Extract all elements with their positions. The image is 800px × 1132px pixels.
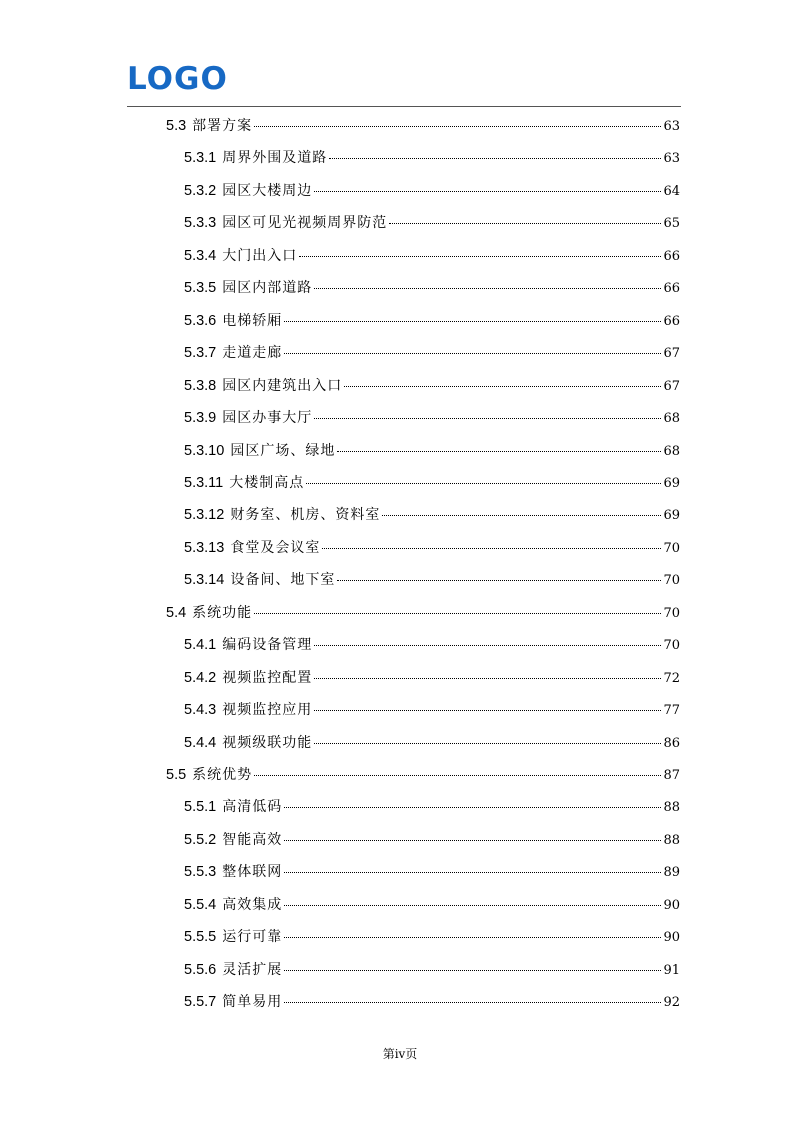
toc-entry-number: 5.3.6 [184, 312, 217, 329]
toc-entry-page: 88 [663, 800, 680, 816]
toc-entry-number: 5.4.1 [184, 637, 217, 654]
toc-entry[interactable] [184, 890, 680, 921]
toc-entry-title: 园区广场、绿地 [230, 442, 336, 459]
toc-dot-leader [389, 222, 661, 224]
toc-entry-title: 系统功能 [192, 604, 253, 621]
toc-entry-title: 大门出入口 [222, 247, 298, 264]
toc-dot-leader [284, 352, 661, 354]
toc-entry-number: 5.3.14 [184, 572, 225, 589]
toc-entry[interactable] [184, 792, 680, 823]
toc-entry-number: 5.5.6 [184, 961, 217, 978]
toc-entry-title: 高效集成 [222, 896, 283, 913]
toc-entry-number: 5.4.2 [184, 669, 217, 686]
toc-entry[interactable] [184, 403, 680, 434]
toc-entry-title: 简单易用 [222, 994, 283, 1011]
toc-entry-number: 5.5.3 [184, 864, 217, 881]
toc-entry-number: 5.5 [166, 767, 187, 783]
toc-entry-page: 66 [663, 281, 680, 297]
toc-dot-leader [337, 450, 661, 452]
toc-entry-page: 69 [663, 475, 680, 491]
toc-entry-number: 5.3.8 [184, 377, 217, 394]
toc-entry-page: 70 [663, 638, 680, 654]
toc-entry-page: 69 [663, 508, 680, 524]
toc-entry[interactable] [184, 565, 680, 596]
toc-entry-page: 63 [663, 119, 680, 134]
toc-dot-leader [314, 742, 661, 744]
toc-entry-page: 90 [663, 930, 680, 946]
toc-dot-leader [314, 644, 661, 646]
toc-entry[interactable] [166, 760, 680, 791]
toc-entry-number: 5.3.5 [184, 280, 217, 297]
toc-entry-title: 食堂及会议室 [230, 539, 321, 556]
toc-entry-title: 设备间、地下室 [230, 572, 336, 589]
toc-entry-title: 财务室、机房、资料室 [230, 507, 381, 524]
toc-entry-title: 视频监控应用 [222, 702, 313, 719]
toc-entry-number: 5.3.4 [184, 247, 217, 264]
toc-entry[interactable] [184, 143, 680, 174]
toc-entry[interactable] [184, 208, 680, 239]
toc-entry[interactable] [184, 273, 680, 304]
toc-entry-page: 68 [663, 443, 680, 459]
toc-entry-title: 周界外围及道路 [222, 150, 328, 167]
toc-entry-title: 整体联网 [222, 864, 283, 881]
toc-entry[interactable] [184, 728, 680, 759]
toc-dot-leader [329, 157, 661, 159]
toc-dot-leader [314, 709, 661, 711]
toc-dot-leader [284, 904, 661, 906]
toc-entry[interactable] [184, 436, 680, 467]
toc-entry-page: 87 [663, 768, 680, 783]
toc-entry[interactable] [184, 500, 680, 531]
toc-dot-leader [322, 547, 661, 549]
toc-entry[interactable] [184, 176, 680, 207]
toc-entry-title: 编码设备管理 [222, 637, 313, 654]
toc-entry-page: 63 [663, 151, 680, 167]
toc-entry-page: 91 [663, 962, 680, 978]
toc-entry[interactable] [184, 338, 680, 369]
toc-entry-page: 67 [663, 346, 680, 362]
toc-entry-number: 5.3.7 [184, 345, 217, 362]
toc-dot-leader [254, 125, 661, 127]
toc-dot-leader [284, 806, 661, 808]
toc-entry-title: 灵活扩展 [222, 961, 283, 978]
toc-entry-number: 5.5.4 [184, 896, 217, 913]
toc-entry-page: 88 [663, 832, 680, 848]
toc-entry-title: 智能高效 [222, 831, 283, 848]
toc-entry-title: 部署方案 [192, 118, 253, 134]
toc-dot-leader [314, 677, 661, 679]
toc-entry-number: 5.3.3 [184, 215, 217, 232]
toc-entry-number: 5.4.3 [184, 702, 217, 719]
toc-entry-page: 66 [663, 313, 680, 329]
toc-entry[interactable] [166, 598, 680, 629]
toc-entry-number: 5.3.1 [184, 150, 217, 167]
toc-entry-title: 园区内建筑出入口 [222, 377, 343, 394]
toc-entry-number: 5.4.4 [184, 734, 217, 751]
toc-entry-page: 70 [663, 605, 680, 621]
toc-entry-page: 72 [663, 670, 680, 686]
toc-entry-title: 电梯轿厢 [222, 312, 283, 329]
toc-entry-title: 系统优势 [192, 767, 253, 783]
toc-entry[interactable] [184, 987, 680, 1018]
toc-dot-leader [382, 514, 661, 516]
toc-entry-page: 89 [663, 865, 680, 881]
toc-entry-title: 园区大楼周边 [222, 182, 313, 199]
header-divider [127, 106, 681, 107]
company-logo: LOGO [127, 61, 228, 97]
toc-entry-page: 70 [663, 540, 680, 556]
toc-dot-leader [284, 839, 661, 841]
toc-entry[interactable] [166, 111, 680, 142]
toc-dot-leader [314, 190, 661, 192]
toc-entry-number: 5.3.2 [184, 182, 217, 199]
toc-entry-page: 77 [663, 703, 680, 719]
page-number-footer: 第iv页 [382, 1047, 418, 1061]
toc-dot-leader [284, 320, 661, 322]
toc-entry[interactable] [184, 695, 680, 726]
toc-entry-number: 5.3 [166, 118, 187, 134]
toc-entry[interactable] [184, 630, 680, 661]
toc-dot-leader [314, 417, 661, 419]
toc-entry-title: 运行可靠 [222, 929, 283, 946]
toc-entry[interactable] [184, 955, 680, 986]
toc-entry-page: 64 [663, 183, 680, 199]
toc-entry-title: 园区可见光视频周界防范 [222, 215, 388, 232]
toc-entry-page: 70 [663, 573, 680, 589]
toc-dot-leader [254, 774, 661, 776]
toc-entry-title: 园区办事大厅 [222, 410, 313, 427]
toc-entry-number: 5.3.13 [184, 539, 225, 556]
toc-entry[interactable] [184, 663, 680, 694]
toc-entry-title: 大楼制高点 [229, 474, 305, 491]
toc-entry-page: 68 [663, 411, 680, 427]
toc-entry-number: 5.3.9 [184, 410, 217, 427]
toc-entry-number: 5.5.2 [184, 831, 217, 848]
toc-entry-title: 高清低码 [222, 799, 283, 816]
toc-entry-number: 5.3.12 [184, 507, 225, 524]
toc-dot-leader [314, 287, 661, 289]
toc-entry-page: 67 [663, 378, 680, 394]
toc-entry[interactable] [184, 371, 680, 402]
toc-entry-page: 90 [663, 897, 680, 913]
toc-entry[interactable] [184, 241, 680, 272]
toc-dot-leader [284, 871, 661, 873]
toc-entry-number: 5.4 [166, 604, 187, 621]
toc-entry[interactable] [184, 825, 680, 856]
toc-entry[interactable] [184, 468, 680, 499]
toc-entry-number: 5.3.10 [184, 442, 225, 459]
toc-dot-leader [284, 969, 661, 971]
toc-dot-leader [306, 482, 661, 484]
toc-dot-leader [284, 936, 661, 938]
toc-entry-number: 5.5.1 [184, 799, 217, 816]
toc-entry-number: 5.5.7 [184, 994, 217, 1011]
toc-entry-title: 园区内部道路 [222, 280, 313, 297]
toc-dot-leader [337, 579, 661, 581]
toc-entry-title: 视频级联功能 [222, 734, 313, 751]
toc-entry-page: 65 [663, 216, 680, 232]
toc-dot-leader [254, 612, 661, 614]
toc-entry-title: 走道走廊 [222, 345, 283, 362]
toc-entry-number: 5.3.11 [184, 474, 224, 491]
toc-entry[interactable] [184, 306, 680, 337]
toc-entry-page: 66 [663, 248, 680, 264]
toc-entry-number: 5.5.5 [184, 929, 217, 946]
toc-dot-leader [299, 255, 661, 257]
toc-entry-page: 86 [663, 735, 680, 751]
toc-entry[interactable] [184, 533, 680, 564]
toc-entry[interactable] [184, 922, 680, 953]
toc-dot-leader [284, 1001, 661, 1003]
toc-entry-page: 92 [663, 995, 680, 1011]
toc-entry[interactable] [184, 857, 680, 888]
toc-dot-leader [344, 385, 661, 387]
toc-entry-title: 视频监控配置 [222, 669, 313, 686]
